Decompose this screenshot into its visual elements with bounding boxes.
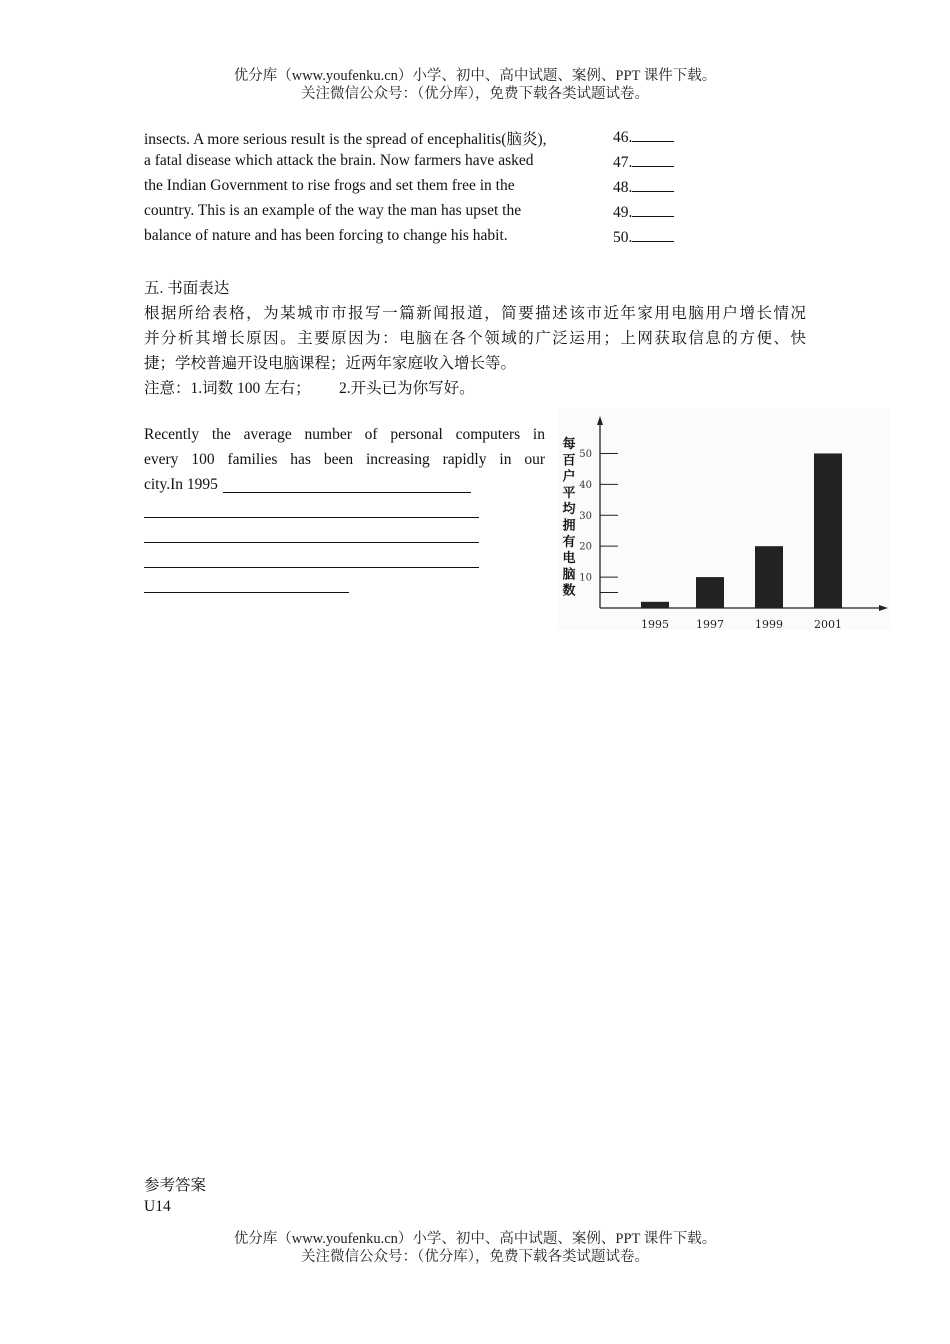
bar-1999 bbox=[755, 546, 783, 608]
cloze-line-2: a fatal disease which attack the brain. Now farmers have asked bbox=[144, 152, 534, 169]
y-axis-label-char: 百 bbox=[562, 453, 576, 469]
y-axis-label-char: 每 bbox=[562, 437, 576, 452]
blank-number: 48. bbox=[613, 179, 633, 196]
blank-49 bbox=[613, 202, 674, 222]
section-title: 五. 书面表达 bbox=[144, 280, 230, 297]
answers-title: 参考答案 bbox=[144, 1177, 207, 1194]
y-tick-label: 20 bbox=[579, 541, 592, 553]
opening-line-1: Recently the average number of personal computers in bbox=[144, 426, 545, 443]
bar-2001 bbox=[814, 453, 842, 608]
answer-line bbox=[632, 227, 674, 242]
x-tick-label: 2001 bbox=[814, 618, 842, 631]
writing-line bbox=[144, 517, 479, 518]
y-tick-label: 40 bbox=[579, 479, 592, 491]
opening-line-3: city.In 1995 bbox=[144, 476, 218, 493]
writing-line bbox=[144, 542, 479, 543]
page-header bbox=[0, 67, 950, 103]
footer-line-1: 优分库（www.youfenku.cn）小学、初中、高中试题、案例、PPT 课件下载。 bbox=[233, 1231, 717, 1247]
cloze-line-4: country. This is an example of the way the man has upset the bbox=[144, 202, 522, 219]
y-axis-label-char: 电 bbox=[562, 551, 576, 567]
x-tick-label: 1997 bbox=[696, 618, 724, 631]
bar-1997 bbox=[696, 577, 724, 608]
answer-line bbox=[632, 152, 674, 167]
answer-line bbox=[632, 202, 674, 217]
y-axis-label-char: 脑 bbox=[562, 567, 576, 583]
answer-line bbox=[632, 127, 674, 142]
header-line-2: 关注微信公众号：（优分库），免费下载各类试题试卷。 bbox=[301, 86, 649, 102]
note-2: 2.开头已为你写好。 bbox=[339, 380, 475, 397]
writing-line bbox=[144, 567, 479, 568]
footer-line-2: 关注微信公众号：（优分库），免费下载各类试题试卷。 bbox=[301, 1249, 649, 1265]
y-tick-label: 10 bbox=[579, 572, 592, 584]
cloze-line-3: the Indian Government to rise frogs and set them free in the bbox=[144, 177, 515, 194]
cloze-line-5: balance of nature and has been forcing to change his habit. bbox=[144, 227, 508, 244]
y-tick-label: 30 bbox=[579, 510, 592, 522]
y-axis-label-char: 有 bbox=[562, 534, 576, 550]
y-axis-label-char: 拥 bbox=[562, 518, 576, 534]
bar-chart bbox=[555, 406, 895, 634]
blank-number: 49. bbox=[613, 204, 633, 221]
x-tick-label: 1999 bbox=[755, 618, 783, 631]
y-axis-label-char: 数 bbox=[562, 583, 576, 599]
blank-47 bbox=[613, 152, 674, 172]
writing-line bbox=[144, 592, 349, 593]
blank-46 bbox=[613, 127, 674, 147]
bar-1995 bbox=[641, 602, 669, 608]
blank-50 bbox=[613, 227, 674, 247]
unit-label: U14 bbox=[144, 1198, 171, 1215]
writing-line bbox=[223, 492, 471, 493]
y-axis-label-char: 均 bbox=[562, 502, 576, 518]
y-axis-label-char: 平 bbox=[562, 485, 576, 501]
prompt-line-3: 捷；学校普遍开设电脑课程；近两年家庭收入增长等。 bbox=[144, 355, 517, 372]
y-axis-label-char: 户 bbox=[562, 469, 576, 485]
blank-number: 46. bbox=[613, 129, 633, 146]
blank-number: 47. bbox=[613, 154, 633, 171]
blank-number: 50. bbox=[613, 229, 633, 246]
cloze-line-1: insects. A more serious result is the spread of encephalitis(脑炎), bbox=[144, 131, 547, 148]
header-line-1: 优分库（www.youfenku.cn）小学、初中、高中试题、案例、PPT 课件下载。 bbox=[233, 68, 717, 84]
prompt-line-2: 并分析其增长原因。主要原因为：电脑在各个领域的广泛运用；上网获取信息的方便、快 bbox=[144, 330, 806, 347]
answer-line bbox=[632, 177, 674, 192]
prompt-line-1: 根据所给表格，为某城市市报写一篇新闻报道，简要描述该市近年家用电脑用户增长情况 bbox=[144, 305, 806, 322]
x-tick-label: 1995 bbox=[641, 618, 669, 631]
note-1: 注意：1.词数 100 左右； bbox=[144, 380, 311, 397]
page-footer bbox=[0, 1230, 950, 1266]
y-tick-label: 50 bbox=[579, 448, 592, 460]
blank-48 bbox=[613, 177, 674, 197]
opening-line-2: every 100 families has been increasing rapidly in our bbox=[144, 451, 545, 468]
